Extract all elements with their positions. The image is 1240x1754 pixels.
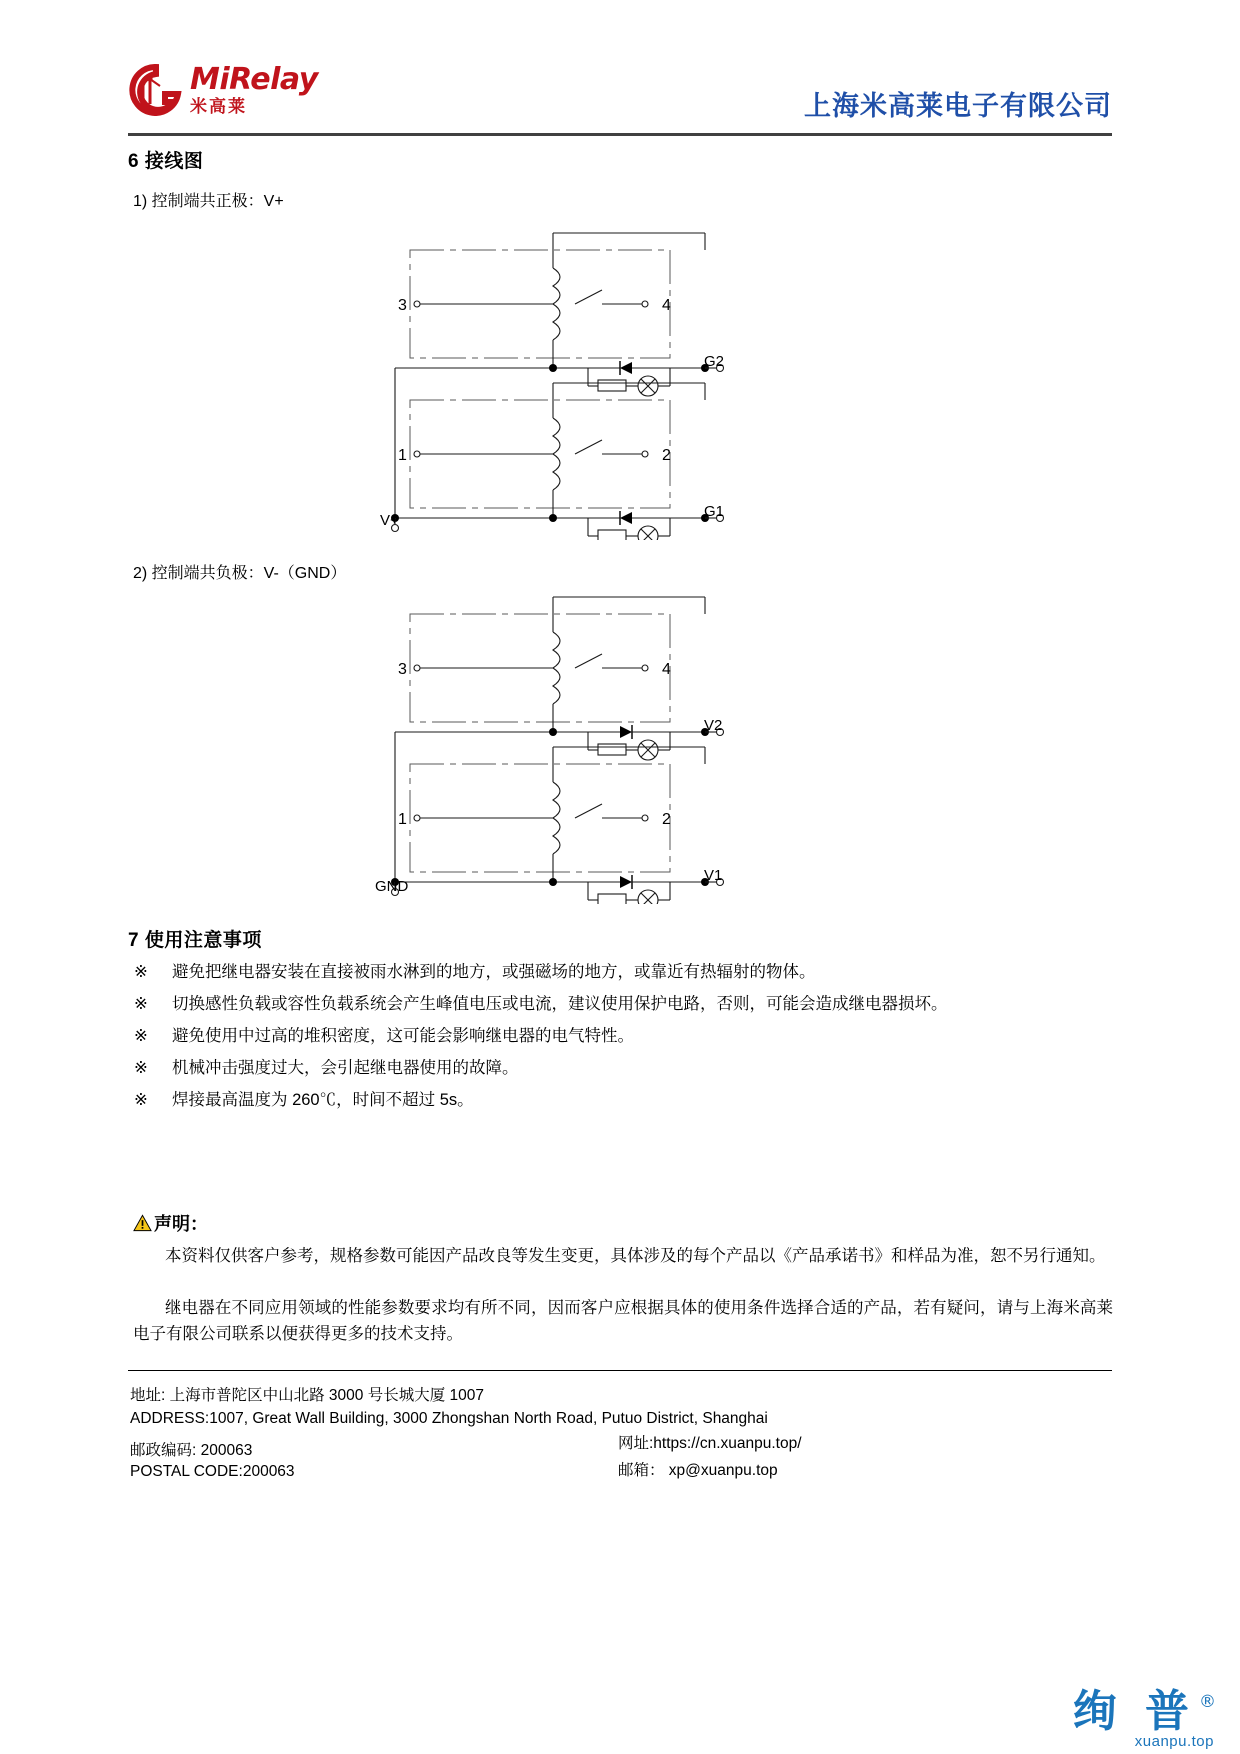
note-item	[134, 1054, 1114, 1078]
mirelay-g-mark-icon	[128, 64, 184, 116]
declaration-heading-text: 声明：	[154, 1214, 208, 1234]
footer-address-en: ADDRESS:1007, Great Wall Building, 3000 Zhongshan North Road, Putuo District, Shanghai	[130, 1410, 768, 1427]
section-6-item-1: 1) 控制端共正极：V+	[133, 193, 284, 210]
terminal-label-4: 4	[662, 297, 671, 314]
terminal-label-2: 2	[662, 811, 671, 828]
declaration-heading	[133, 1210, 208, 1236]
note-item	[134, 958, 1114, 982]
note-bullet-mark: ※	[134, 1059, 148, 1077]
diagram2-label-gnd: GND	[375, 878, 409, 895]
footer-email[interactable]: 邮箱： xp@xuanpu.top	[618, 1462, 778, 1479]
section-6-heading: 6 接线图	[128, 151, 204, 172]
registered-mark-icon: ®	[1199, 1692, 1216, 1712]
note-item	[134, 1086, 1114, 1110]
page-header	[128, 62, 1112, 134]
note-text: 避免使用中过高的堆积密度，这可能会影响继电器的电气特性。	[172, 1027, 634, 1045]
terminal-label-1: 1	[398, 447, 407, 464]
logo-text-en: MiRelay	[190, 62, 318, 97]
header-divider	[128, 133, 1112, 136]
wiring-diagram-v-minus-gnd	[380, 592, 750, 904]
section-6-item-2: 2) 控制端共负极：V-（GND）	[133, 565, 347, 582]
note-bullet-mark: ※	[134, 1091, 148, 1109]
diagram1-label-v-plus: V+	[380, 512, 399, 529]
terminal-label-4: 4	[662, 661, 671, 678]
diagram2-label-v2: V2	[704, 717, 723, 734]
note-text: 机械冲击强度过大，会引起继电器使用的故障。	[172, 1059, 519, 1077]
note-text: 切换感性负载或容性负载系统会产生峰值电压或电流，建议使用保护电路，否则，可能会造成继电器损坏。	[172, 995, 948, 1013]
terminal-label-2: 2	[662, 447, 671, 464]
footer-postal-en: POSTAL CODE:200063	[130, 1463, 295, 1480]
note-text: 焊接最高温度为 260℃，时间不超过 5s。	[172, 1091, 474, 1109]
footer-postal-cn: 邮政编码: 200063	[130, 1442, 253, 1459]
terminal-label-3: 3	[398, 297, 407, 314]
declaration-paragraph-2: 继电器在不同应用领域的性能参数要求均有所不同，因而客户应根据具体的使用条件选择合适的产品，若有疑问，请与上海米高莱电子有限公司联系以便获得更多的技术支持。	[133, 1299, 1113, 1343]
section-7-heading: 7 使用注意事项	[128, 930, 262, 951]
warning-triangle-icon	[133, 1214, 152, 1232]
diagram1-label-g1: G1	[704, 503, 725, 520]
watermark-text: 绚 普	[1072, 1687, 1197, 1736]
note-item	[134, 990, 1114, 1014]
diagram2-label-v1: V1	[704, 867, 723, 884]
watermark-url: xuanpu.top	[1134, 1733, 1214, 1750]
terminal-label-3: 3	[398, 661, 407, 678]
note-text: 避免把继电器安装在直接被雨水淋到的地方，或强磁场的地方，或靠近有热辐射的物体。	[172, 963, 816, 981]
footer-address-cn: 地址: 上海市普陀区中山北路 3000 号长城大厦 1007	[130, 1387, 484, 1404]
wiring-diagram-v-plus	[380, 228, 750, 540]
terminal-label-1: 1	[398, 811, 407, 828]
diagram1-label-g2: G2	[704, 353, 725, 370]
note-bullet-mark: ※	[134, 995, 148, 1013]
footer-website[interactable]: 网址:https://cn.xuanpu.top/	[618, 1435, 802, 1452]
company-name-title: 上海米高莱电子有限公司	[804, 91, 1112, 121]
logo-text-cn: 米高莱	[190, 97, 247, 116]
note-bullet-mark: ※	[134, 1027, 148, 1045]
xuanpu-watermark-logo	[1072, 1687, 1216, 1736]
footer-divider	[128, 1370, 1112, 1371]
company-logo	[128, 64, 318, 116]
note-item	[134, 1022, 1114, 1046]
declaration-paragraph-1: 本资料仅供客户参考，规格参数可能因产品改良等发生变更，具体涉及的每个产品以《产品承诺书》和样品为准，恕不另行通知。	[165, 1247, 1106, 1265]
note-bullet-mark: ※	[134, 963, 148, 981]
